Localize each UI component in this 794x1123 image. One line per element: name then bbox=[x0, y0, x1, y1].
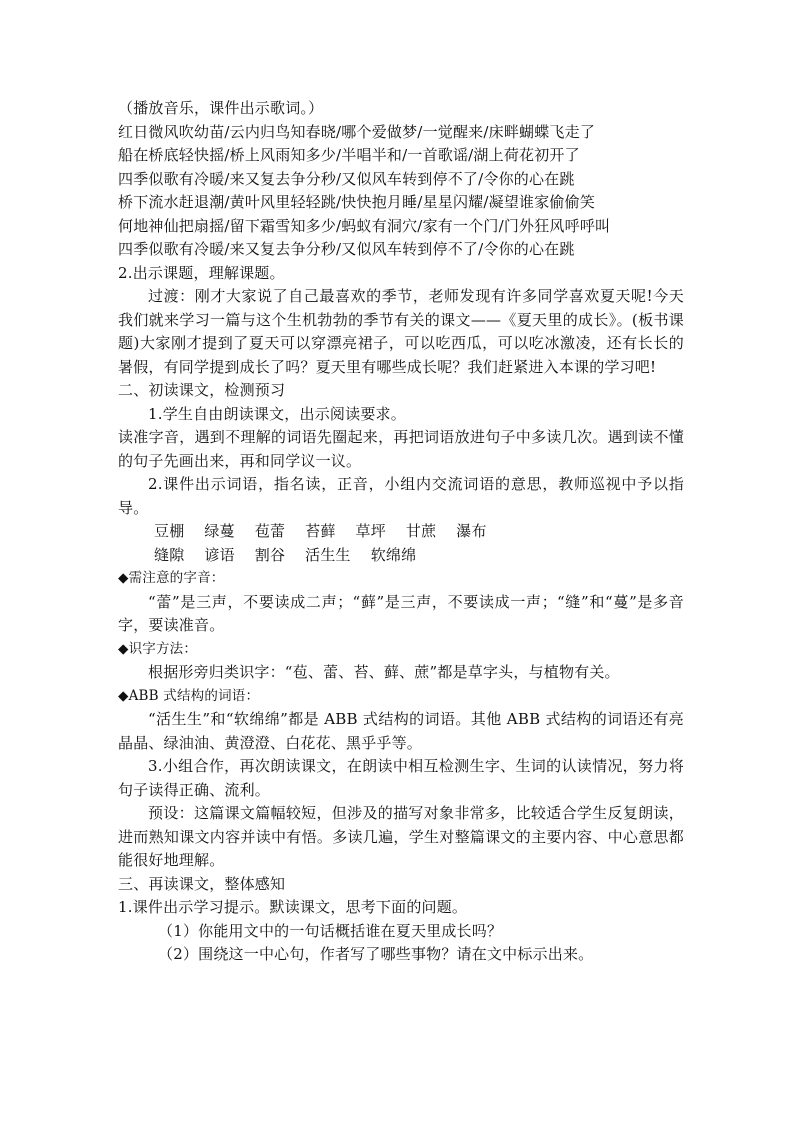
step-item: 2.课件出示词语，指名读，正音，小组内交流词语的意思，教师巡视中予以指导。 bbox=[118, 475, 684, 517]
vocab-word: 瀑布 bbox=[456, 522, 487, 540]
vocab-word: 缝隙 bbox=[154, 545, 185, 564]
preset-paragraph: 预设：这篇课文篇幅较短，但涉及的描写对象非常多，比较适合学生反复朗读，进而熟知课文内容并读中有悟。多读几遍，学生对整篇课文的主要内容、中心意思都能很好地理解。 bbox=[118, 804, 684, 869]
vocab-word: 草坪 bbox=[355, 522, 386, 540]
question-item: （1）你能用文中的一句话概括谁在夏天里成长吗？ bbox=[158, 921, 503, 940]
vocab-word: 绿蔓 bbox=[204, 522, 235, 540]
music-instruction: （播放音乐，课件出示歌词。） bbox=[118, 99, 324, 117]
lyric-line: 何地神仙把扇摇/留下霜雪知多少/蚂蚁有洞穴/家有一个门/门外狂风呼呼叫 bbox=[118, 216, 611, 235]
vocab-word: 活生生 bbox=[305, 545, 351, 564]
vocab-word: 豆棚 bbox=[154, 522, 185, 540]
lyric-line: 船在桥底轻快摇/桥上风雨知多少/半唱半和/一首歌谣/湖上荷花初开了 bbox=[118, 146, 580, 164]
word-list bbox=[118, 544, 684, 568]
bullet-heading: ◆ABB 式结构的词语： bbox=[118, 687, 260, 704]
vocab-word: 软绵绵 bbox=[370, 545, 417, 564]
vocab-word: 割谷 bbox=[254, 545, 286, 564]
vocab-word: 苞蕾 bbox=[254, 522, 286, 540]
vocab-word: 谚语 bbox=[204, 545, 235, 564]
vocab-word: 苔藓 bbox=[305, 522, 336, 540]
lyric-line: 四季似歌有冷暖/来又复去争分秒/又似风车转到停不了/令你的心在跳 bbox=[118, 169, 575, 188]
abb-note: “活生生”和“软绵绵”都是 ABB 式结构的词语。其他 ABB 式结构的词语还有亮晶晶、绿油油、黄澄澄、白花花、黑乎乎等。 bbox=[118, 710, 684, 752]
step-item: 1.课件出示学习提示。默读课文，思考下面的问题。 bbox=[118, 898, 468, 916]
literacy-method: 根据形旁归类识字：“苞、蕾、苔、藓、蔗”都是草字头，与植物有关。 bbox=[148, 663, 620, 681]
word-list bbox=[118, 520, 684, 544]
step-title: 2.出示课题，理解课题。 bbox=[118, 263, 285, 282]
document-body bbox=[118, 97, 684, 967]
step-item: 3.小组合作，再次朗读课文，在朗读中相互检测生字、生词的认读情况，努力将句子读得正确、流利。 bbox=[118, 757, 684, 799]
step-item: 1.学生自由朗读课文，出示阅读要求。 bbox=[148, 404, 406, 423]
pronunciation-note: “蕾”是三声，不要读成二声；“藓”是三声，不要读成一声；“缝”和“蔓”是多音字，要读准音。 bbox=[118, 592, 684, 634]
vocab-word: 甘蔗 bbox=[405, 522, 437, 540]
bullet-heading: ◆识字方法： bbox=[118, 640, 198, 657]
lyric-line: 四季似歌有冷暖/来又复去争分秒/又似风车转到停不了/令你的心在跳 bbox=[118, 240, 575, 258]
section-heading: 二、初读课文，检测预习 bbox=[118, 381, 286, 399]
reading-requirement: 读准字音，遇到不理解的词语先圈起来，再把词语放进句子中多读几次。遇到读不懂的句子先画出来，再和同学议一议。 bbox=[118, 428, 684, 470]
question-item: （2）围绕这一中心句，作者写了哪些事物？请在文中标示出来。 bbox=[158, 945, 594, 963]
transition-paragraph: 过渡：刚才大家说了自己最喜欢的季节，老师发现有许多同学喜欢夏天呢!今天我们就来学习一篇与这个生机勃勃的季节有关的课文——《夏天里的成长》。(板书课题)大家刚才提到了夏天可以穿漂亮裙子，可以吃西瓜，可以吃冰激凌，还有长长的暑假，有同学提到成长了吗？夏天里有哪些成长呢？我们赶紧进入本课的学习吧! bbox=[118, 287, 684, 376]
bullet-heading: ◆需注意的字音： bbox=[118, 570, 225, 586]
lyric-line: 桥下流水赶退潮/黄叶风里轻轻跳/快快抱月睡/星星闪耀/凝望谁家偷偷笑 bbox=[118, 193, 596, 211]
section-heading: 三、再读课文，整体感知 bbox=[118, 874, 286, 893]
lyric-line: 红日微风吹幼苗/云内归鸟知春晓/哪个爱做梦/一觉醒来/床畔蝴蝶飞走了 bbox=[118, 122, 596, 141]
